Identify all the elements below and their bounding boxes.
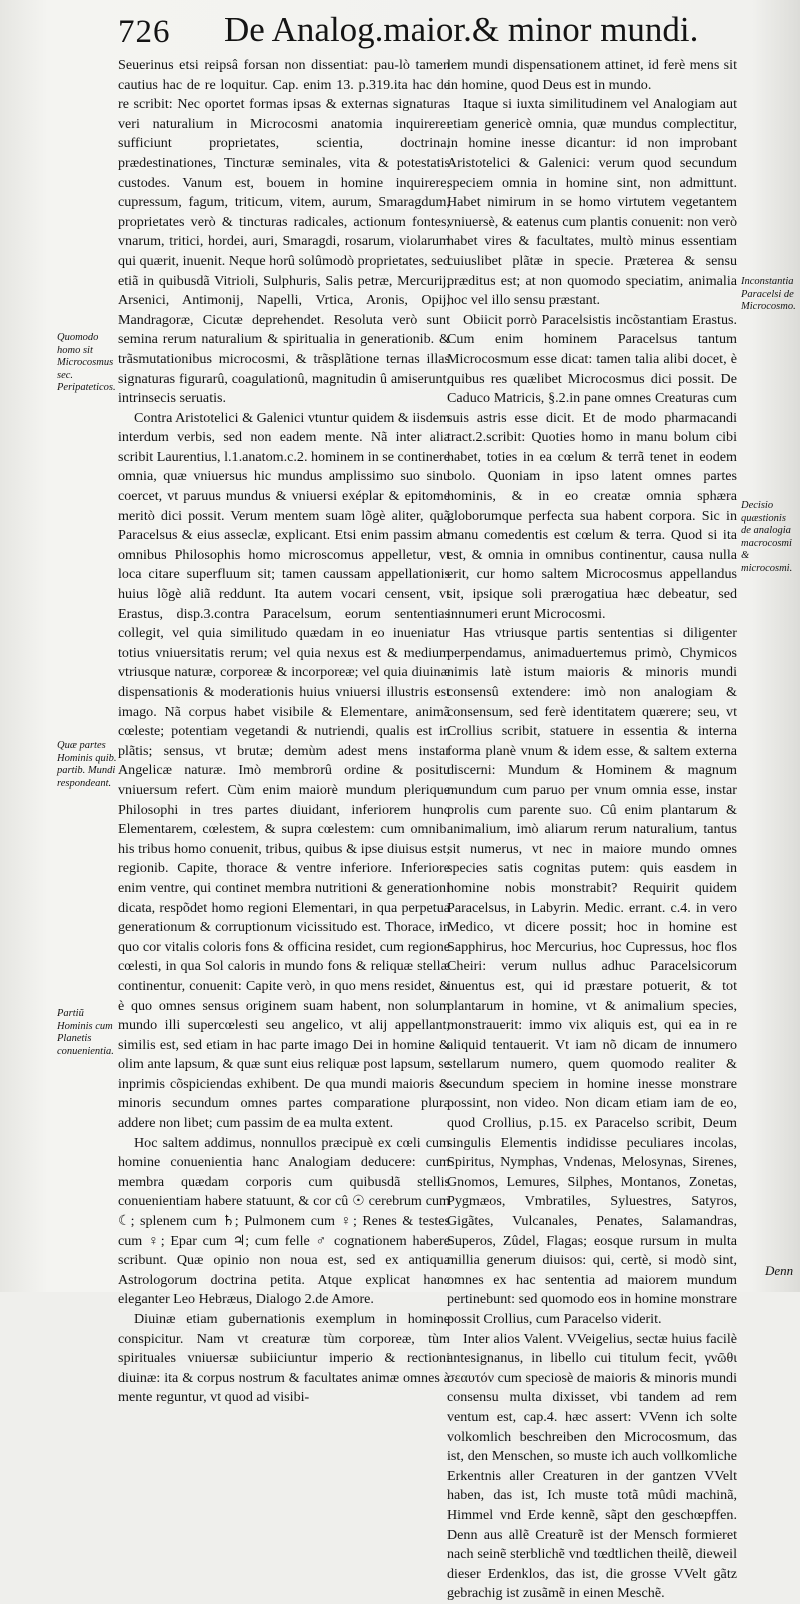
margin-note-parts-of-man: Quæ partes Hominis quib. partib. Mundi respondeant.: [57, 740, 117, 789]
right-paragraph-4: Has vtriusque partis sententias si diligenter perpendamus, animaduertemus primò, Chymicos nimis latè istum maioris & minoris mundi consensû extendere: imò non analogiam & consensum, sed ferè identitatem quærere; seu, vt Crollius scribit, statuere in essentia & interna forma planè vnum & idem esse, & saltem externa discerni: Mundum & Hominem & magnum mundum cum paruo per vnum omnia esse, instar prolis cum parente suo. Cû enim plantarum & animalium, imò aliarum rerum naturalium, tantus sit numerus, vt nec in maiore mundo omnes species satis cognitas putem: quis easdem in homine nobis monstrabit? Requirit quidem Paracelsus, in Labyrin. Medic. errant. c.4. in vero Medico, vt dicere possit; hoc in homine est Sapphirus, hoc Mercurius, hoc Cupressus, hoc flos Cheiri: verum nullus adhuc Paracelsicorum inuentus est, qui id præstare potuerit, & tot plantarum in homine, vt & animalium species, monstrauerit: immo vix aliquis est, qui ea in re aliquid tentauerit. Vt iam nõ dicam de innumero stellarum numero, quem quomodo realiter & secundum speciem in homine inesse monstrare possint, non video. Non dicam etiam iam de eo, quod Crollius, p.15. ex Paracelso scribit, Deum singulis Elementis indidisse peculiares incolas, Spiritus, Nymphas, Vndenas, Melosynas, Sirenes, Gnomos, Lemures, Silphes, Montanos, Zonetas, Pygmæos, Vmbratiles, Syluestres, Satyros, Gigãtes, Vulcanales, Penates, Salamandras, Superos, Zûdel, Flagas; eosque rursum in multa millia generum diuisos: qui, certè, si modò sint, omnes ex hac sententia ad maiorem mundum pertinebunt: sed quomodo eos in homine monstrare possit Crollius, cum Paracelso viderit.: [447, 625, 737, 1327]
margin-note-inconstantia: Inconstantia Paracelsi de Microcosmo.: [741, 276, 796, 313]
left-paragraph-1: Seuerinus etsi reipsâ forsan non dissentiat: pau-lò tamen cautius hac de re loquitur. Cap. enim 13. p.319.ita hac de re scribit: Nec oportet formas ipsas & externas signaturas veri naturalium in Microcosmi anatomia inquirere: sufficiunt proprietates, scientia, doctrina, prædestinationes, Tincturæ seminales, vita & potestatis custodes. Vanum est, bouem in homine inquirere, cupressum, fagum, triticum, vitem, aurum, Smaragdum, proprietates verò & tincturas radicales, actionum fontes, vnarum, tritici, hordei, auri, Smaragdi, rosarum, violarum qui quærit, inuenit. Neque horû solûmodò proprietates, sed etiã in quibusdã Vitrioli, Sulphuris, Salis petræ, Mercurij, Arsenici, Antimonij, Napelli, Vrtica, Aronis, Opij, Mandragoræ, Cicutæ deprehendet. Resoluta verò sunt semina rerum naturalium & spiritualia in generationib. & trãsmutationibus microcosmi, & trãsplãtione ternas illas signaturas figurarû, coagulationû, magnitudin û amiserunt, intrinsecis seruatis.: [118, 57, 450, 407]
margin-note-peripatetics: Quomodo homo sit Microcosmus sec. Peripateticos.: [57, 332, 116, 394]
right-paragraph-5: Inter alios Valent. VVeigelius, sectæ huius facilè antesignanus, in libello cui titulum fecit, γνῶθι σεαυτόν cum speciosè de maioris & minoris mundi consensu multa dixisset, vbi tandem ad rem ventum est, cap.4. hæc assert: VVenn ich solte volkomlich beschreiben den Microcosmum, das ist, den Menschen, so muste ich auch vollkomliche Erkentnis aller Creaturen in der gantzen VVelt haben, das ist, Ich muste totã mûdi machinã, Himmel vnd Erde kennẽ, sãpt den geschœpffen. Denn aus allẽ Creaturẽ ist der Mensch formieret nach seinẽ sterblichẽ vnd tœdtlichen theilẽ, dieweil dieser Erdenklos, das ist, die grosse VVelt gãtz gebrachig ist zusãmẽ in einen Meschẽ.: [447, 1330, 737, 1602]
left-column: [118, 56, 450, 1408]
right-column: [447, 56, 737, 1604]
page-header: [118, 10, 718, 54]
margin-note-decisio: Decisio quæstionis de analogia macrocosmi & microcosmi.: [741, 500, 793, 574]
left-paragraph-3: Hoc saltem addimus, nonnullos præcipuè ex cœli cum homine conuenientia hanc Analogiam deducere: cum membra quædam corporis cum quibusdã stellis conuenientiam habere statuunt, & cor cû ☉ cerebrum cum ☾; splenem cum ♄; Pulmonem cum ♀; Renes & testes cum ♀; Epar cum ♃; cum felle ♂ cognationem habere scribunt. Quæ opinio non noua est, sed ex antiqua Astrologorum doctrina petita. Atque explicat hanc eleganter Leo Hebræus, Dialogo 2.de Amore.: [118, 1134, 450, 1308]
left-paragraph-4: Diuinæ etiam gubernationis exemplum in homine conspicitur. Nam vt creaturæ tùm corporeæ, tùm spirituales vniuersæ subiiciuntur imperio & rectioni diuinæ: ita & corpus nostrum & facultates animæ omnes à mente reguntur, vt quod ad visibi-: [118, 1311, 450, 1406]
running-head: De Analog.maior.& minor mundi.: [224, 10, 699, 49]
right-paragraph-1: lem mundi dispensationem attinet, id ferè mens sit in homine, quod Deus est in mundo.: [447, 57, 737, 93]
right-paragraph-3: Obiicit porrò Paracelsistis incõstantiam Erastus. Cum enim hominem Paracelsus tantum Microcosmum esse dicat: tamen talia alibi docet, è quibus res quælibet Microcosmus dici possit. De Caduco Matricis, §.2.in pane omnes Creaturas cum suis astris esse dicit. Et de modo pharmacandi tract.2.scribit: Quoties homo in manu bolum cibi habet, toties in ea cœlum & terrã tenet in eodem bolo. Quoniam in ipso latent omnes partes hominis, & in eo creatæ omnia sphæra globorumque perfecta sua habent corpora. Sic in manu comedentis est cœlum & terra. Quod si ita est, & omnia in omnibus continentur, causa nulla erit, cur homo saltem Microcosmus appellandus sit, ipsique soli prærogatiua hæc debeatur, sed innumeri erunt Microcosmi.: [447, 311, 737, 622]
right-paragraph-2: Itaque si iuxta similitudinem vel Analogiam aut etiam genericè omnia, quæ mundus complectitur, in homine inesse dicantur: id non improbant Aristotelici & Galenici: verum quod secundum speciem omnia in homine sint, non admittunt. Habet nimirum in se homo virtutem vegetantem vniuersè, & eatenus cum plantis conuenit: non verò habet vires & facultates, multò minus essentiam cuiuslibet plãtæ in specie. Præterea & sensu præditus est; at non quomodo speciatim, animalia hoc vel illo sensu præstant.: [447, 96, 737, 309]
left-paragraph-2: Contra Aristotelici & Galenici vtuntur quidem & iisdem interdum verbis, sed non eadem mente. Nã inter alia scribit Laurentius, l.1.anatom.c.2. hominem in se continere omnia, quæ vniuersus hic mundus amplissimo suo sinu coercet, vt paruus mundus & vniuersi exéplar & epitome meritò dici possit. Verum mentem suam lõgè aliter, quã Paracelsus & eius asseclæ, explicant. Etsi enim passim ab omnibus Philosophis homo microscomus appelletur, vt loca citare superfluum sit; tamen caussam appellationis huius lõgè aliã reddunt. Ita autem vocari censent, vt Erastus, disp.3.contra Paracelsum, eorum sententias collegit, vel quia similitudo quædam in eo inueniatur totius vniuersitatis rerum; vel quia nexus est & medium vtriusque naturæ, corporeæ & incorporeæ; vel quia diuinæ dispensationis & moderationis huius vniuersi illustris est imago. Nã corpus habet visibile & Elementare, animã cœleste; potentiam vegetandi & nutriendi, qualis est in plãtis; sensus, vt brutæ; demùm adest mens instar Angelicæ naturæ. Imò membrorû ordine & positu vniuersum refert. Cùm enim maiorè mundum plerique Philosophi in tres partes diuidant, inferiorem hunc Elementarem, cœlestem, & supra cœlestem: cum omnib. his tribus homo conuenit, tribus, quibus & ipse diuisus est, regionib. Capite, thorace & ventre inferiore. Inferiore enim ventre, qui continet membra nutritioni & generationi dicata, respõdet homo regioni Elementari, in qua perpetua generationum & corruptionum vicissitudo est. Thorace, in quo cor vitalis coloris fons & officina residet, cum regione cœlesti, in qua Sol caloris in mundo fons & reliquæ stellæ continentur, conuenit: Capite verò, in quo mens residet, & è quo omnes sensus originem suam habent, non solum mundo illi supercœlesti seu angelico, vt alij appellant, similis est, sed etiam in hac parte imago Dei in homine & olim ante lapsum, & quæ sunt eius reliquæ post lapsum, se inprimis cõspiciendas exhibent. De qua mundi maioris & minoris secundum omnes partes comparatione plura addere non libet; cum passim de ea multa extent.: [118, 409, 450, 1132]
page-number: 726: [118, 14, 171, 50]
margin-note-planets: Partiũ Hominis cum Planetis conuenientia.: [57, 1008, 114, 1057]
catchword: Denn: [765, 1263, 794, 1278]
